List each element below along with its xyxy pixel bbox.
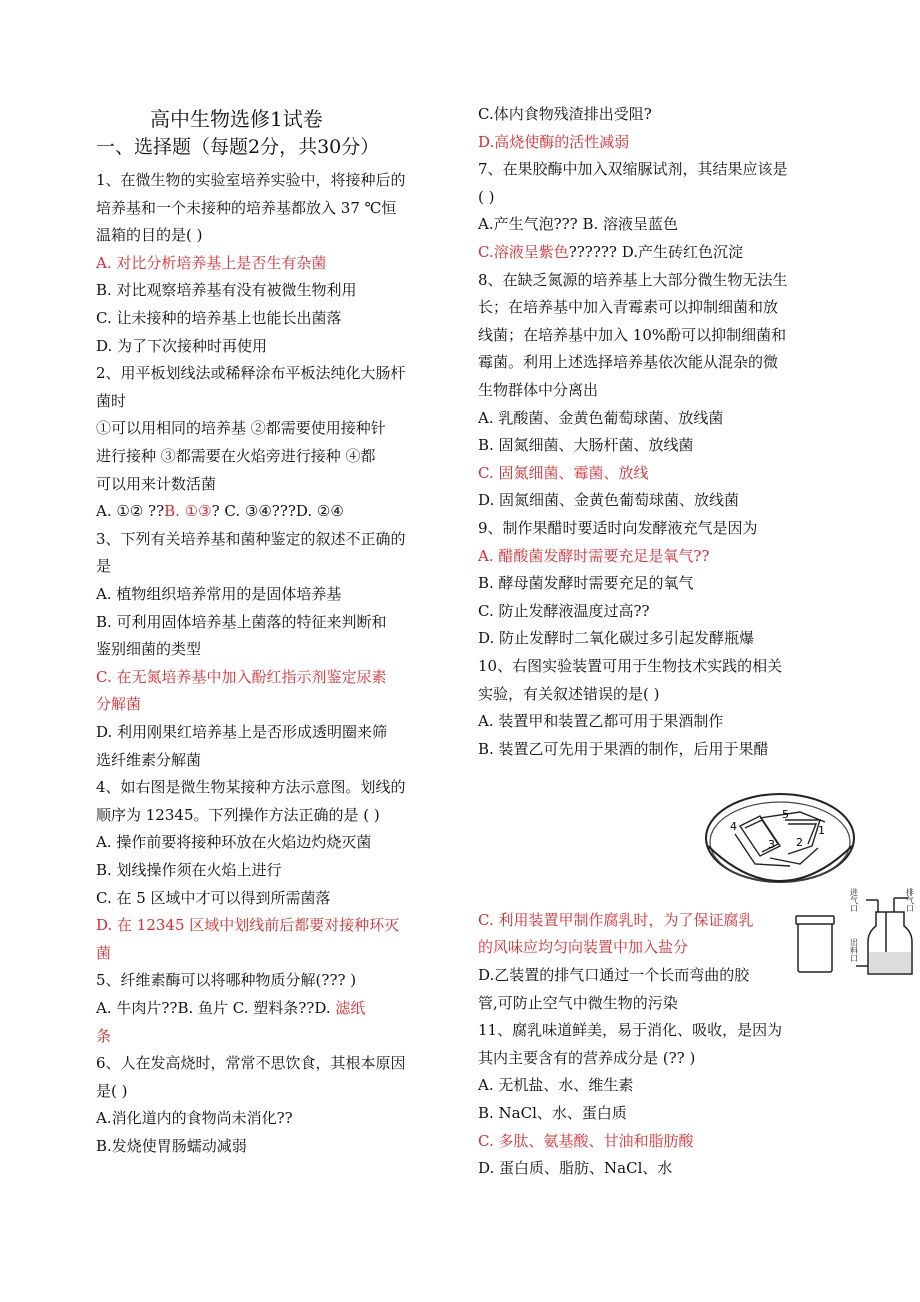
question-line: 线菌；在培养基中加入 10%酚可以抑制细菌和: [478, 325, 787, 344]
text-segment: ?????? D.产生砖红色沉淀: [568, 243, 743, 261]
question-line: 是: [96, 557, 112, 576]
answer-highlight: 滤纸: [335, 999, 366, 1017]
question-line: 条: [96, 1026, 112, 1045]
page-title: 高中生物选修1试卷: [150, 107, 323, 131]
question-line: B. 可利用固体培养基上菌落的特征来判断和: [96, 612, 387, 631]
question-line: 菌: [96, 943, 112, 962]
question-line: 长；在培养基中加入青霉素可以抑制细菌和放: [478, 298, 779, 317]
section-heading: 一、选择题（每题2分，共30分）: [96, 136, 380, 158]
question-line: C. 防止发酵液温度过高??: [478, 601, 650, 620]
question-line: ( ): [478, 187, 495, 206]
question-line: A. 无机盐、水、维生素: [478, 1076, 634, 1095]
question-line: C. 固氮细菌、霉菌、放线: [478, 463, 649, 482]
question-line: 是( ): [96, 1081, 128, 1100]
question-line: 菌时: [96, 391, 127, 410]
answer-highlight: C.溶液呈紫色: [478, 243, 569, 261]
question-line: 1、在微生物的实验室培养实验中，将接种后的: [96, 171, 406, 189]
outlet-label: 出料口: [849, 938, 859, 962]
question-line: A. 乳酸菌、金黄色葡萄球菌、放线菌: [478, 408, 724, 427]
text-segment: A. ①② ??: [96, 502, 165, 521]
streak-number-3: 3: [768, 838, 775, 851]
question-line: C. 多肽、氨基酸、甘油和脂肪酸: [478, 1131, 694, 1150]
question-line: 鉴别细菌的类型: [96, 640, 202, 659]
question-line: ①可以用相同的培养基 ②都需要使用接种针: [96, 419, 386, 438]
question-line: 管,可防止空气中微生物的污染: [478, 993, 678, 1012]
streak-number-4: 4: [730, 820, 737, 833]
question-line: 可以用来计数活菌: [96, 474, 217, 493]
fermentation-device-figure: [794, 882, 920, 978]
question-line: D. 蛋白质、脂肪、NaCl、水: [478, 1159, 673, 1178]
question-line: 培养基和一个未接种的培养基都放入 37 ℃恒: [96, 198, 397, 217]
question-line: 其内主要含有的营养成分是 (?? ): [478, 1048, 696, 1067]
question-line: 分解菌: [96, 695, 142, 714]
question-line: [96, 998, 365, 1018]
answer-highlight: B. ①③: [164, 502, 212, 521]
question-line: 2、用平板划线法或稀释涂布平板法纯化大肠杆: [96, 364, 406, 383]
question-line: [96, 501, 344, 521]
question-line: B. 固氮细菌、大肠杆菌、放线菌: [478, 436, 694, 455]
question-line: 选纤维素分解菌: [96, 750, 202, 769]
question-line: 温箱的目的是( ): [96, 226, 203, 245]
streak-number-5: 5: [782, 808, 789, 821]
question-line: 顺序为 12345。下列操作方法正确的是 ( ): [96, 805, 380, 824]
question-line: B. 对比观察培养基有没有被微生物利用: [96, 281, 357, 300]
question-line: A.消化道内的食物尚未消化??: [96, 1109, 293, 1128]
text-segment: A. 牛肉片??B. 鱼片 C. 塑料条??D.: [96, 999, 336, 1017]
question-line: D. 利用刚果红培养基上是否形成透明圈来筛: [96, 723, 388, 741]
question-line: D. 为了下次接种时再使用: [96, 336, 268, 355]
question-line: 8、在缺乏氮源的培养基上大部分微生物无法生: [478, 270, 788, 289]
question-line: C. 利用装置甲制作腐乳时，为了保证腐乳: [478, 911, 754, 929]
question-line: B. NaCl、水、蛋白质: [478, 1104, 627, 1122]
question-line: A. 操作前要将接种环放在火焰边灼烧灭菌: [96, 833, 372, 852]
question-line: 的风味应均匀向装置中加入盐分: [478, 938, 689, 956]
gas-in-label: 进气口: [849, 888, 859, 912]
question-line: 生物群体中分离出: [478, 381, 599, 399]
question-line: 4、如右图是微生物某接种方法示意图。划线的: [96, 778, 406, 797]
question-line: A. 装置甲和装置乙都可用于果酒制作: [478, 712, 724, 731]
question-line: C.体内食物残渣排出受阻?: [478, 105, 652, 123]
question-line: 9、制作果醋时要适时向发酵液充气是因为: [478, 519, 758, 537]
question-line: B. 划线操作须在火焰上进行: [96, 861, 282, 879]
question-line: 进行接种 ③都需要在火焰旁进行接种 ④都: [96, 447, 376, 465]
exhaust-label: 排气口: [905, 888, 915, 912]
question-line: B.发烧使胃肠蠕动减弱: [96, 1137, 247, 1155]
question-line: A. 对比分析培养基上是否生有杂菌: [96, 253, 327, 272]
text-segment: ? C. ③④???D. ②④: [211, 502, 344, 521]
question-line: C. 在 5 区域中才可以得到所需菌落: [96, 888, 331, 907]
question-line: D. 固氮细菌、金黄色葡萄球菌、放线菌: [478, 491, 740, 510]
question-line: 7、在果胶酶中加入双缩脲试剂，其结果应该是: [478, 160, 788, 179]
question-line: D.高烧使酶的活性减弱: [478, 132, 630, 151]
question-line: 11、腐乳味道鲜美，易于消化、吸收，是因为: [478, 1021, 783, 1040]
question-line: C. 在无氮培养基中加入酚红指示剂鉴定尿素: [96, 667, 387, 686]
question-line: 实验，有关叙述错误的是( ): [478, 684, 660, 703]
streak-number-1: 1: [818, 824, 825, 837]
question-line: 5、纤维素酶可以将哪种物质分解(??? ): [96, 971, 357, 990]
question-line: A.产生气泡??? B. 溶液呈蓝色: [478, 215, 679, 234]
question-line: C. 让未接种的培养基上也能长出菌落: [96, 309, 342, 327]
question-line: 10、右图实验装置可用于生物技术实践的相关: [478, 657, 783, 675]
question-line: D. 防止发酵时二氧化碳过多引起发酵瓶爆: [478, 629, 755, 648]
question-line: [478, 242, 743, 262]
question-line: A. 醋酸菌发酵时需要充足是氧气??: [478, 546, 710, 565]
question-line: B. 酵母菌发酵时需要充足的氧气: [478, 574, 694, 593]
question-line: D.乙装置的排气口通过一个长而弯曲的胶: [478, 966, 750, 984]
question-line: 3、下列有关培养基和菌种鉴定的叙述不正确的: [96, 529, 406, 548]
question-line: 6、人在发高烧时，常常不思饮食，其根本原因: [96, 1054, 406, 1073]
question-line: A. 植物组织培养常用的是固体培养基: [96, 585, 342, 603]
question-line: D. 在 12345 区域中划线前后都要对接种环灭: [96, 916, 400, 935]
question-line: 霉菌。利用上述选择培养基依次能从混杂的微: [478, 353, 779, 372]
streak-number-2: 2: [796, 836, 803, 849]
question-line: B. 装置乙可先用于果酒的制作，后用于果醋: [478, 739, 769, 758]
